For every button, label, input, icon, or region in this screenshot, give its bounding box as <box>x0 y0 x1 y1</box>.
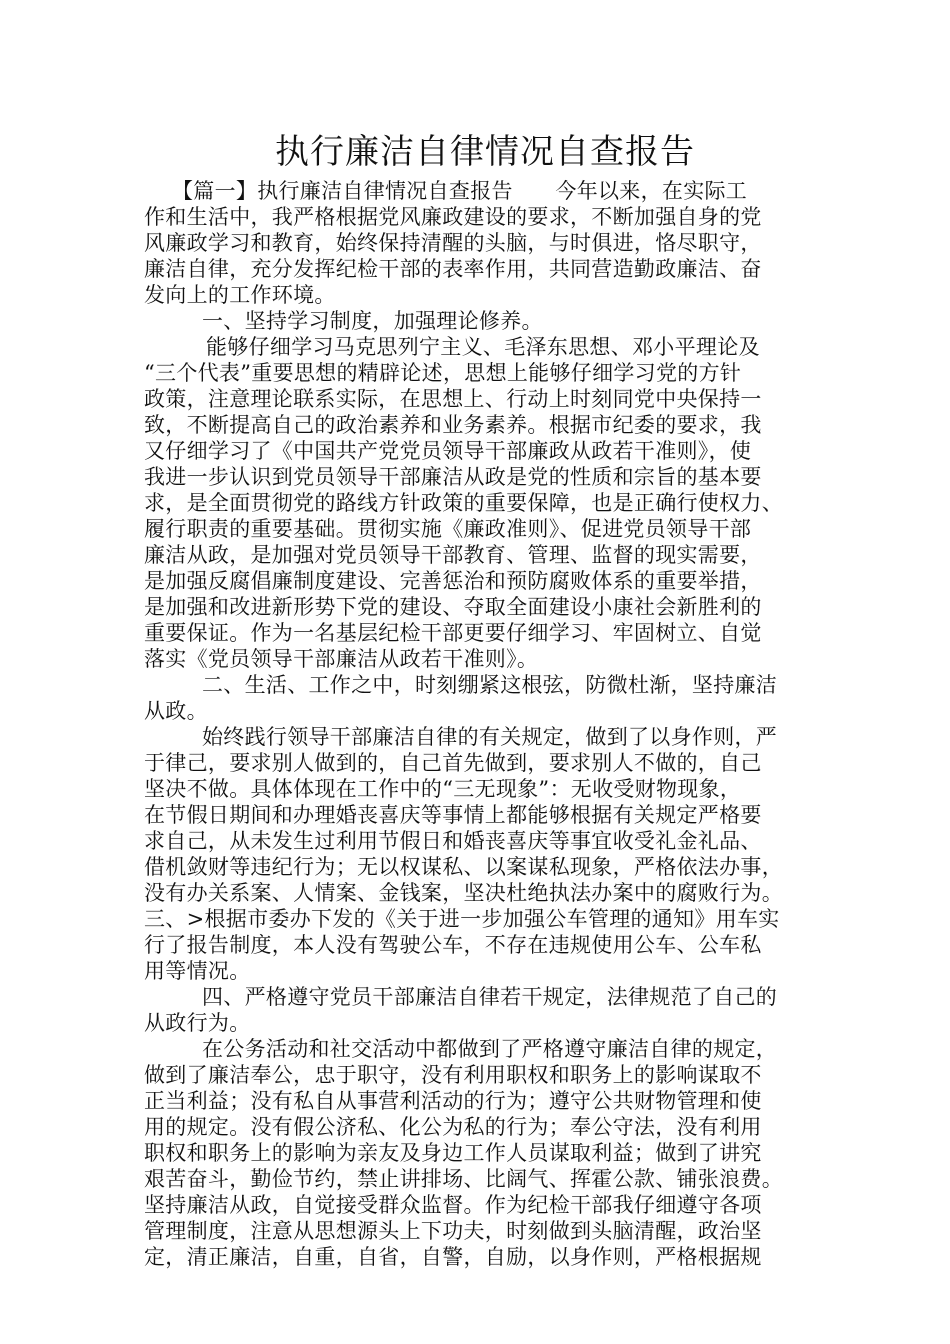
document-line: 能够仔细学习马克思列宁主义、毛泽东思想、邓小平理论及 <box>206 335 760 359</box>
document-line: 没有办关系案、人情案、金钱案，坚决杜绝执法办案中的腐败行为。 <box>144 881 783 905</box>
document-line: 求，是全面贯彻党的路线方针政策的重要保障，也是正确行使权力、 <box>144 491 783 515</box>
document-line: “三个代表”重要思想的精辟论述，思想上能够仔细学习党的方针 <box>144 361 742 385</box>
document-line: 做到了廉洁奉公，忠于职守，没有利用职权和职务上的影响谋取不 <box>144 1063 762 1087</box>
document-line: 廉洁从政，是加强对党员领导干部教育、管理、监督的现实需要， <box>144 543 762 567</box>
document-line: 在节假日期间和办理婚丧喜庆等事情上都能够根据有关规定严格要 <box>144 803 762 827</box>
document-page <box>144 126 826 1270</box>
document-line: 一、坚持学习制度，加强理论修养。 <box>202 309 543 333</box>
document-line: 行了报告制度，本人没有驾驶公车，不存在违规使用公车、公车私 <box>144 933 762 957</box>
document-line: 是加强和改进新形势下党的建设、夺取全面建设小康社会新胜利的 <box>144 595 762 619</box>
document-line: 职权和职务上的影响为亲友及身边工作人员谋取利益；做到了讲究 <box>144 1141 762 1165</box>
document-line: 管理制度，注意从思想源头上下功夫，时刻做到头脑清醒，政治坚 <box>144 1219 762 1243</box>
document-line: 于律己，要求别人做到的，自己首先做到，要求别人不做的，自己 <box>144 751 762 775</box>
document-line: 正当利益；没有私自从事营利活动的行为；遵守公共财物管理和使 <box>144 1089 762 1113</box>
document-line: 从政。 <box>144 699 208 723</box>
document-line: 廉洁自律，充分发挥纪检干部的表率作用，共同营造勤政廉洁、奋 <box>144 257 762 281</box>
document-line: 【篇一】执行廉洁自律情况自查报告 今年以来，在实际工 <box>172 179 748 203</box>
document-line: 落实《党员领导干部廉洁从政若干准则》。 <box>144 647 539 671</box>
document-line: 用等情况。 <box>144 959 251 983</box>
document-line: 在公务活动和社交活动中都做到了严格遵守廉洁自律的规定， <box>202 1037 778 1061</box>
document-line: 履行职责的重要基础。贯彻实施《廉政准则》、促进党员领导干部 <box>144 517 752 541</box>
document-line: 我进一步认识到党员领导干部廉洁从政是党的性质和宗旨的基本要 <box>144 465 762 489</box>
document-line: 又仔细学习了《中国共产党党员领导干部廉政从政若干准则》，使 <box>144 439 752 463</box>
document-line: 二、生活、工作之中，时刻绷紧这根弦，防微杜渐，坚持廉洁 <box>202 673 778 697</box>
document-line: 重要保证。作为一名基层纪检干部更要仔细学习、牢固树立、自觉 <box>144 621 762 645</box>
document-line: 借机敛财等违纪行为；无以权谋私、以案谋私现象，严格依法办事， <box>144 855 783 879</box>
document-line: 政策，注意理论联系实际，在思想上、行动上时刻同党中央保持一 <box>144 387 762 411</box>
document-title: 执行廉洁自律情况自查报告 <box>275 132 695 172</box>
document-line: 是加强反腐倡廉制度建设、完善惩治和预防腐败体系的重要举措， <box>144 569 762 593</box>
document-line: 定，清正廉洁，自重，自省，自警，自励，以身作则，严格根据规 <box>144 1245 762 1269</box>
document-line: 求自己，从未发生过利用节假日和婚丧喜庆等事宜收受礼金礼品、 <box>144 829 762 853</box>
document-line: 用的规定。没有假公济私、化公为私的行为；奉公守法，没有利用 <box>144 1115 762 1139</box>
document-body <box>144 178 826 1270</box>
document-line: 作和生活中，我严格根据党风廉政建设的要求，不断加强自身的党 <box>144 205 762 229</box>
document-line: 三、>根据市委办下发的《关于进一步加强公车管理的通知》用车实 <box>144 907 780 931</box>
document-line: 从政行为。 <box>144 1011 251 1035</box>
document-line: 艰苦奋斗，勤俭节约，禁止讲排场、比阔气、挥霍公款、铺张浪费。 <box>144 1167 783 1191</box>
document-line: 四、严格遵守党员干部廉洁自律若干规定，法律规范了自己的 <box>202 985 778 1009</box>
document-line: 坚决不做。具体体现在工作中的“三无现象”：无收受财物现象， <box>144 777 742 801</box>
document-line: 发向上的工作环境。 <box>144 283 336 307</box>
document-line: 风廉政学习和教育，始终保持清醒的头脑，与时俱进，恪尽职守， <box>144 231 762 255</box>
document-line: 始终践行领导干部廉洁自律的有关规定，做到了以身作则，严 <box>202 725 778 749</box>
document-line: 致，不断提高自己的政治素养和业务素养。根据市纪委的要求，我 <box>144 413 762 437</box>
document-line: 坚持廉洁从政，自觉接受群众监督。作为纪检干部我仔细遵守各项 <box>144 1193 762 1217</box>
